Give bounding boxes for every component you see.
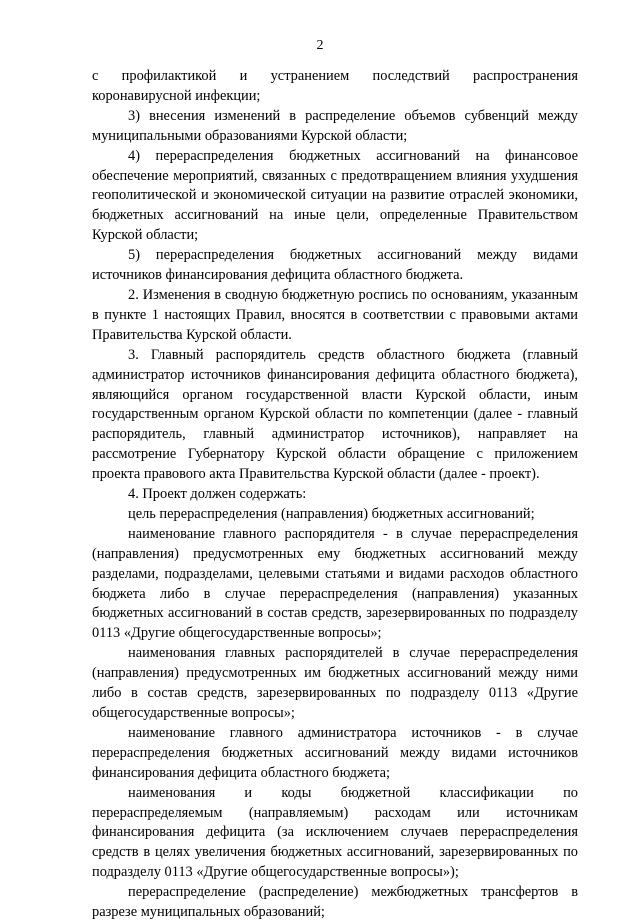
- paragraph-budget-codes: наименования и коды бюджетной классификации по перераспределяемым (направляемым) расходам или источникам финансирования дефицита (за исключением случаев перераспределения средств в целях увеличения бюджетных ассигнований, зарезервированных по подразделу 0113 «Другие общегосударственные вопросы»);: [92, 784, 578, 881]
- document-body: [92, 67, 578, 923]
- page-number: 2: [316, 38, 324, 53]
- paragraph-main-managers: наименования главных распорядителей в случае перераспределения (направления) предусмотренных им бюджетных ассигнований между ними либо в состав средств, зарезервированных по подразделу 0113 «Другие общегосударственные вопросы»;: [92, 645, 578, 721]
- paragraph-section-2: 2. Изменения в сводную бюджетную роспись по основаниям, указанным в пункте 1 настоящих Правил, вносятся в соответствии с правовыми актами Правительства Курской области.: [92, 286, 578, 343]
- paragraph-continuation: с профилактикой и устранением последствий распространения коронавирусной инфекции;: [92, 68, 578, 104]
- paragraph-main-administrator: наименование главного администратора источников - в случае перераспределения бюджетных ассигнований между видами источников финансирования дефицита областного бюджета;: [92, 724, 578, 781]
- paragraph-section-3: 3. Главный распорядитель средств областного бюджета (главный администратор источников финансирования дефицита областного бюджета), являющийся органом государственной власти Курской области, иным государственным органом Курской области по компетенции (далее - главный распорядитель, главный администратор источников), направляет на рассмотрение Губернатору Курской области обращение с приложением проекта правового акта Правительства Курской области (далее - проект).: [92, 346, 578, 483]
- paragraph-item-3: 3) внесения изменений в распределение объемов субвенций между муниципальными образованиями Курской области;: [92, 107, 578, 144]
- paragraph-goal: цель перераспределения (направления) бюджетных ассигнований;: [128, 505, 535, 522]
- paragraph-item-4: 4) перераспределения бюджетных ассигнований на финансовое обеспечение мероприятий, связанных с предотвращением влияния ухудшения геополитической и экономической ситуации на развитие отраслей экономики, бюджетных ассигнований на иные цели, определенные Правительством Курской области;: [92, 147, 578, 244]
- paragraph-item-5: 5) перераспределения бюджетных ассигнований между видами источников финансирования дефицита областного бюджета.: [92, 247, 578, 284]
- paragraph-section-4: 4. Проект должен содержать:: [128, 486, 307, 503]
- paragraph-main-manager: наименование главного распорядителя - в случае перераспределения (направления) предусмотренных ему бюджетных ассигнований между разделами, подразделами, целевыми статьями и видами расходов областного бюджета либо в случае перераспределения (направления) указанных бюджетных ассигнований в состав средств, зарезервированных по подразделу 0113 «Другие общегосударственные вопросы»;: [92, 525, 578, 642]
- paragraph-transfers: перераспределение (распределение) межбюджетных трансфертов в разрезе муниципальных образований;: [92, 884, 578, 921]
